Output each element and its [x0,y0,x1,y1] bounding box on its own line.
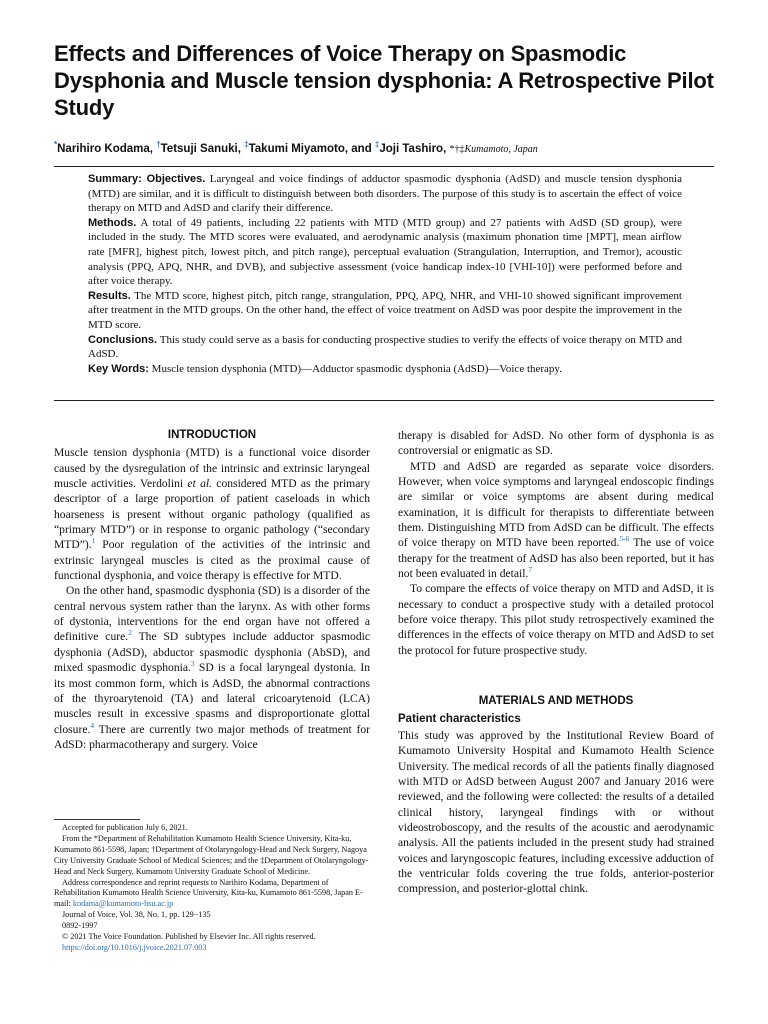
text: The SD subtypes include adductor spasmodic dysphonia (AdSD), abductor spasmodic dysphonia (AbSD), and mixed spasmodic dysphonia. [54,630,370,675]
text: SD is a focal laryngeal dystonia. In its most common form, which is AdSD, the abnormal contractions of the thyroarytenoid (TA) and lateral cricoarytenoid (LCA) muscles result in excessive spasms and disproportionate glottal closure. [54,661,371,736]
summary-text: Laryngeal and voice findings of adductor spasmodic dysphonia (AdSD) and muscle tension dysphonia (MTD) are similar, and it is difficult to distinguish between both disorders. The purpose of this study is to ascertain the effect of voice therapy on MTD and AdSD and clarify their difference. [88,173,682,215]
author-mark: ‡ [244,140,249,149]
footnote-copyright: © 2021 The Voice Foundation. Published by Elsevier Inc. All rights reserved. [62,932,316,942]
footnote-journal: Journal of Voice, Vol. 38, No. 1, pp. 129−135 [62,910,211,920]
summary-label: Summary: Objectives. [88,173,206,185]
abstract-bottom-rule [54,400,714,401]
affiliation-marks: *†‡ [449,143,465,155]
author-mark: ‡ [374,140,380,149]
author-name: Joji Tashiro, [379,142,447,155]
right-column [398,428,714,897]
author-name: Takumi Miyamoto, and [248,142,372,155]
body-paragraph: This study was approved by the Institutional Review Board of Kumamoto University Hospital and Kumamoto Health Science University. The medical records of all the patients finally diagnosed with MTD or AdSD between August 2007 and January 2016 were reviewed, and the following were collected: the results of a detailed clinical history, laryngeal findings with or without videostroboscopy, and the results of the acoustic and aerodynamic analysis. All the patients included in the present study had strained voices and laryngoscopic features, including excessive adduction of the ventricular folds covering the true folds, anterior-posterior compression, and posterior-glottal chink. [398,728,714,896]
text: There are currently two major methods of treatment for AdSD: pharmacotherapy and surgery. Voice [54,722,370,751]
subsection-heading: Patient characteristics [398,712,521,725]
conclusions-label: Conclusions. [88,333,158,346]
author-name: Narihiro Kodama, [57,142,153,155]
abstract-top-rule [54,166,714,167]
author-line [54,140,714,155]
footnote-affiliations: From the *Department of Rehabilitation Kumamoto Health Science University, Kita-ku, Kumamoto 861-5598, Japan; †Department of Otolaryngology-Head and Neck Surgery, Nagoya City University Graduate School of Medical Sciences; and the ‡Department of Otolaryngology-Head and Neck Surgery, Kumamoto University Graduate School of Medicine. [54,833,369,876]
text: Poor regulation of the activities of the intrinsic and extrinsic laryngeal muscles is cited as the proximal cause of functional dysphonia, and voice therapy is effective for MTD. [54,538,370,583]
body-paragraph: To compare the effects of voice therapy on MTD and AdSD, it is necessary to conduct a prospective study with a detailed protocol before voice therapy. This pilot study retrospectively examined the differences in the effects of voice therapy on MTD and AdSD to set the protocol for future prospective study. [398,582,714,657]
results-text: The MTD score, highest pitch, pitch range, strangulation, PPQ, APQ, NHR, and VHI-10 showed significant improvement after treatment in the MTD groups. On the other hand, the effect of voice treatment on AdSD was poor despite the improvement in the MTD score. [88,289,682,331]
citation-link[interactable]: 5-6 [619,534,630,544]
author-mark: † [156,140,161,149]
affiliation-place: Kumamoto, Japan [464,143,538,155]
citation-link[interactable]: 3 [190,659,195,669]
methods-label: Methods. [88,216,137,229]
footnote-correspondence [54,878,370,911]
citation-link[interactable]: 7 [528,565,533,575]
footnote-accepted: Accepted for publication July 6, 2021. [62,823,188,832]
keywords-text: Muscle tension dysphonia (MTD)—Adductor spasmodic dysphonia (AdSD)—Voice therapy. [151,362,562,375]
abstract [88,172,682,376]
citation-link[interactable]: 2 [128,628,132,638]
footnote-issn: 0892-1997 [62,921,98,931]
citation-link[interactable]: 4 [90,720,95,730]
doi-link[interactable]: https://doi.org/10.1016/j.jvoice.2021.07.003 [62,942,207,952]
text: considered MTD as the primary descriptor of a large proportion of patient caseloads in which hoarseness is present without organic pathology (qualified as “primary MTD”) or in response to organic pathology (“secondary MTD”). [54,477,370,552]
methods-text: A total of 49 patients, including 22 patients with MTD (MTD group) and 27 patients with AdSD (SD group), were included in the study. The MTD scores were evaluated, and aerodynamic analysis (maximum phonation time [MPT], mean airflow rate [MFR], highest pitch, lowest pitch, and pitch range), perceptual evaluation (Strangulation, Interruption, and Tremor), acoustic analysis (PPQ, APQ, NHR, and DVB), and subjective assessment (voice handicap index-10 [VHI-10]) were performed before and after voice therapy. [88,216,682,288]
footnote [54,823,370,954]
results-label: Results. [88,289,131,302]
body-paragraph-continued: therapy is disabled for AdSD. No other form of dysphonia is as controversial or enigmatic as SD. [398,429,714,458]
abstract-methods [88,216,682,289]
intro-paragraph-2 [54,583,370,752]
abstract-conclusions [88,333,682,362]
email-link[interactable]: kodama@kumamoto-hsu.ac.jp [72,899,174,909]
keywords-label: Key Words: [88,362,149,375]
abstract-results [88,289,682,333]
text: The use of voice therapy for the treatment of AdSD has also been reported, but it has not been evaluated in detail. [398,536,714,581]
text-italic: et al. [187,477,213,491]
conclusions-text: This study could serve as a basis for conducting prospective studies to verify the effects of voice therapy on MTD and AdSD. [88,333,682,361]
body-paragraph [398,459,714,582]
text: Address correspondence and reprint requests to Narihiro Kodama, Department of Rehabilitation Kumamoto Health Science University, Kita-ku, Kumamoto 861-5598, Japan E-mail: [54,877,363,909]
text: On the other hand, spasmodic dysphonia (SD) is a disorder of the central nervous system rather than the larynx. As with other forms of dystonia, interventions for the end organ have not offered a definitive cure. [54,584,370,644]
section-spacer [398,658,714,694]
footnote-rule [54,819,140,820]
citation-link[interactable]: 1 [91,536,96,546]
left-column [54,428,370,752]
section-heading-introduction: INTRODUCTION [167,429,257,441]
author-name: Tetsuji Sanuki, [160,142,241,155]
author-mark: * [54,140,58,149]
section-heading-methods: MATERIALS AND METHODS [478,695,634,708]
abstract-summary [88,172,682,216]
abstract-keywords [88,362,682,377]
text: MTD and AdSD are regarded as separate voice disorders. However, when voice symptoms and laryngeal endoscopic findings are similar or voice symptoms are absent during medical examination, it is difficult for therapists to differentiate between them. Distinguishing MTD from AdSD can be difficult. The effects of voice therapy on MTD have been reported. [398,459,714,550]
article-title: Effects and Differences of Voice Therapy on Spasmodic Dysphonia and Muscle tension dysphonia: A Retrospective Pilot Study [54,41,714,120]
text: Muscle tension dysphonia (MTD) is a functional voice disorder caused by the dysregulation of the intrinsic and extrinsic laryngeal muscle activities. Verdolini [54,446,370,491]
intro-paragraph-1 [54,445,370,583]
affiliation [449,144,537,155]
